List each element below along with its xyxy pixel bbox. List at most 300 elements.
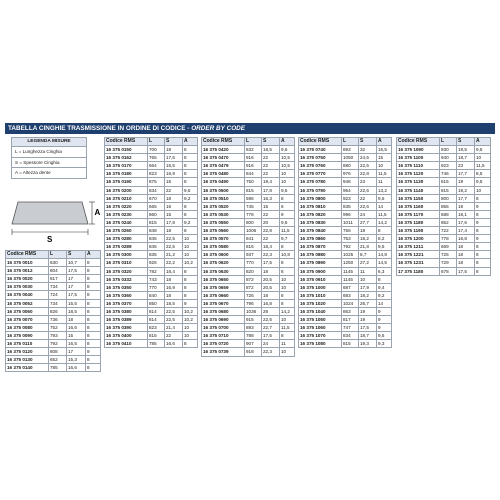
col-header-a: A — [377, 138, 392, 146]
cell-height: 8 — [86, 267, 101, 275]
cell-code: 16 375 0060 — [6, 307, 49, 315]
cell-code: 16 375 0760 — [299, 162, 342, 170]
cell-code: 16 375 0350 — [105, 283, 148, 291]
table-row — [299, 186, 392, 194]
cell-thickness: 21,2 — [165, 251, 183, 259]
cell-length: 872 — [245, 283, 262, 291]
table-row — [299, 324, 392, 332]
cell-height: 8 — [86, 283, 101, 291]
cell-length: 817 — [342, 316, 359, 324]
cell-height: 8 — [86, 340, 101, 348]
cell-height: 9,5 — [377, 194, 392, 202]
cell-code: 16 375 0320 — [105, 267, 148, 275]
cell-length: 745 — [245, 202, 262, 210]
cell-height: 9,2 — [377, 291, 392, 299]
cell-height: 9,5 — [475, 178, 491, 186]
col-header-s: S — [165, 138, 183, 146]
cell-length: 743 — [148, 275, 165, 283]
cell-code: 16 375 0690 — [202, 316, 245, 324]
cell-thickness: 22,5 — [262, 316, 280, 324]
cell-thickness: 22,8 — [262, 227, 280, 235]
table-row — [397, 202, 491, 210]
cell-thickness: 27,7 — [359, 218, 377, 226]
cell-code: 16 375 0020 — [6, 275, 49, 283]
cell-thickness: 16,8 — [457, 235, 475, 243]
cell-length: 817 — [49, 275, 67, 283]
cell-code: 16 375 0870 — [299, 243, 342, 251]
cell-length: 736 — [49, 315, 67, 323]
cell-code: 16 375 0150 — [105, 146, 148, 154]
cell-length: 954 — [342, 186, 359, 194]
cell-code: 16 375 0670 — [202, 299, 245, 307]
cell-height: 8 — [183, 170, 198, 178]
cell-code: 16 375 0420 — [202, 146, 245, 154]
cell-thickness: 23 — [457, 162, 475, 170]
table-row — [299, 202, 392, 210]
cell-length: 1006 — [245, 227, 262, 235]
cell-thickness: 22 — [262, 235, 280, 243]
cell-code: 16 375 0580 — [202, 243, 245, 251]
cell-thickness: 18 — [359, 227, 377, 235]
cell-length: 756 — [342, 227, 359, 235]
cell-length: 670 — [148, 194, 165, 202]
cell-code: 16 375 0860 — [299, 235, 342, 243]
table-row — [202, 291, 295, 299]
cell-code: 16 375 0220 — [105, 202, 148, 210]
cell-height: 10 — [475, 186, 491, 194]
cell-thickness: 17,6 — [457, 218, 475, 226]
cell-height: 10 — [280, 170, 295, 178]
cell-height: 14,8 — [377, 251, 392, 259]
cell-code: 17 375 1180 — [397, 267, 440, 275]
cell-length: 808 — [49, 348, 67, 356]
table-row — [202, 194, 295, 202]
table-row — [397, 186, 491, 194]
cell-length: 746 — [440, 170, 457, 178]
cell-length: 1024 — [342, 299, 359, 307]
cell-height: 8 — [280, 259, 295, 267]
cell-thickness: 17,8 — [262, 186, 280, 194]
cell-code: 16 375 0570 — [202, 235, 245, 243]
cell-length: 976 — [342, 170, 359, 178]
cell-code: 16 375 0790 — [299, 186, 342, 194]
legend-box — [11, 137, 87, 179]
cell-height: 6,3 — [377, 267, 392, 275]
cell-thickness: 17,5 — [262, 259, 280, 267]
cell-thickness: 22,5 — [359, 162, 377, 170]
cell-code: 16 375 0480 — [202, 170, 245, 178]
cell-code: 16 375 0190 — [105, 178, 148, 186]
cell-height: 14 — [377, 202, 392, 210]
cell-length: 814 — [148, 316, 165, 324]
cell-height: 10,2 — [183, 316, 198, 324]
cell-length: 765 — [148, 154, 165, 162]
cell-thickness: 15,5 — [67, 299, 86, 307]
cell-height: 9,3 — [377, 340, 392, 348]
cell-thickness: 22,3 — [262, 348, 280, 356]
cell-height: 15 — [377, 154, 392, 162]
cell-length: 1011 — [342, 218, 359, 226]
table-row — [202, 299, 295, 307]
table-row — [299, 299, 392, 307]
table-row — [299, 162, 392, 170]
cell-code: 16 375 0890 — [299, 259, 342, 267]
cell-code: 16 375 0880 — [299, 251, 342, 259]
cell-length: 893 — [342, 146, 359, 154]
cell-length: 844 — [245, 170, 262, 178]
table-row — [397, 259, 491, 267]
cell-thickness: 18,5 — [67, 307, 86, 315]
table-row — [105, 243, 198, 251]
table-row — [105, 307, 198, 315]
table-row — [105, 170, 198, 178]
table-row — [105, 283, 198, 291]
cell-length: 872 — [245, 275, 262, 283]
table-row — [202, 146, 295, 154]
table-row — [105, 340, 198, 348]
cell-height: 8 — [280, 202, 295, 210]
table-row — [397, 162, 491, 170]
cell-code: 16 375 0739 — [202, 348, 245, 356]
cell-code: 16 375 0052 — [6, 299, 49, 307]
cell-code: 16 375 1180 — [397, 218, 440, 226]
table-row — [6, 299, 101, 307]
table-row — [105, 202, 198, 210]
cell-thickness: 11 — [359, 267, 377, 275]
table-row — [202, 324, 295, 332]
cell-thickness: 18,5 — [262, 146, 280, 154]
table-row — [202, 227, 295, 235]
cell-thickness: 22,8 — [359, 170, 377, 178]
table-row — [6, 267, 101, 275]
cell-code: 16 375 0080 — [6, 323, 49, 331]
cell-height: 8 — [86, 323, 101, 331]
cell-height: 9,5 — [280, 186, 295, 194]
table-row — [202, 251, 295, 259]
cell-height: 9,5 — [377, 243, 392, 251]
table-row — [105, 178, 198, 186]
cell-length: 747 — [342, 324, 359, 332]
cell-height: 8 — [280, 267, 295, 275]
cell-length: 770 — [245, 259, 262, 267]
cell-height: 8 — [86, 331, 101, 339]
table-row — [202, 307, 295, 315]
cell-height: 8 — [377, 275, 392, 283]
table-row — [397, 218, 491, 226]
cell-code: 16 375 0630 — [202, 267, 245, 275]
cell-length: 785 — [49, 364, 67, 372]
cell-height: 8 — [475, 194, 491, 202]
cell-thickness: 16,9 — [165, 283, 183, 291]
cell-thickness: 17 — [67, 275, 86, 283]
cell-length: 724 — [49, 291, 67, 299]
table-row — [6, 356, 101, 364]
cell-thickness: 18 — [457, 259, 475, 267]
cell-height: 11 — [377, 178, 392, 186]
table-row — [6, 323, 101, 331]
cell-length: 734 — [49, 299, 67, 307]
cell-code: 16 375 0230 — [105, 210, 148, 218]
cell-length: 700 — [148, 146, 165, 154]
cell-height: 9 — [475, 235, 491, 243]
legend-header: LEGENDA MISURE — [12, 138, 86, 147]
cell-thickness: 20 — [262, 218, 280, 226]
cell-height: 8,5 — [475, 170, 491, 178]
table-row — [397, 251, 491, 259]
table-row — [299, 316, 392, 324]
cell-height: 8 — [183, 202, 198, 210]
cell-thickness: 24,5 — [359, 154, 377, 162]
table-row — [397, 210, 491, 218]
table-row — [202, 178, 295, 186]
cell-height: 10,8 — [280, 251, 295, 259]
cell-code: 16 375 0332 — [105, 275, 148, 283]
table-row — [202, 186, 295, 194]
cell-height: 10,5 — [280, 162, 295, 170]
cell-height: 10 — [377, 162, 392, 170]
cell-height: 8 — [475, 267, 491, 275]
cell-length: 915 — [245, 316, 262, 324]
table-row — [202, 235, 295, 243]
cell-length: 804 — [49, 267, 67, 275]
cell-thickness: 28 — [262, 307, 280, 315]
cell-code: 16 375 0070 — [6, 315, 49, 323]
cell-thickness: 21,8 — [359, 243, 377, 251]
table-row — [105, 291, 198, 299]
cell-length: 778 — [440, 235, 457, 243]
table-row — [105, 210, 198, 218]
cell-height: 15,5 — [377, 146, 392, 154]
cell-thickness: 17,9 — [359, 283, 377, 291]
col-header-a: A — [280, 138, 295, 146]
col-header-a: A — [183, 138, 198, 146]
cell-code: 16 375 0800 — [299, 194, 342, 202]
cell-code: 16 375 0820 — [299, 210, 342, 218]
cell-length: 793 — [49, 331, 67, 339]
cell-code: 16 375 1060 — [299, 324, 342, 332]
cell-code: 16 375 1140 — [397, 186, 440, 194]
cell-thickness: 10,7 — [67, 259, 86, 267]
cell-thickness: 18 — [165, 291, 183, 299]
cell-thickness: 22,6 — [359, 202, 377, 210]
cell-code: 16 375 0750 — [299, 154, 342, 162]
table-row — [6, 259, 101, 267]
col-header-s: S — [67, 251, 86, 259]
cell-height: 10 — [183, 251, 198, 259]
cell-length: 788 — [245, 332, 262, 340]
cell-height: 9 — [475, 218, 491, 226]
cell-thickness: 21,4 — [165, 324, 183, 332]
cell-code: 16 375 0140 — [6, 364, 49, 372]
col-header-code: Codice RMS — [397, 138, 440, 146]
cell-length: 946 — [342, 178, 359, 186]
cell-height: 8 — [86, 356, 101, 364]
cell-height: 8 — [86, 275, 101, 283]
belt-table-2 — [104, 137, 198, 348]
cell-thickness: 22,5 — [165, 316, 183, 324]
cell-height: 8 — [183, 291, 198, 299]
cell-thickness: 18,1 — [457, 210, 475, 218]
cell-code: 16 375 0200 — [105, 186, 148, 194]
cell-code: 16 375 0560 — [202, 227, 245, 235]
table-row — [6, 283, 101, 291]
cell-height: 8 — [183, 210, 198, 218]
cell-length: 725 — [440, 251, 457, 259]
cell-length: 930 — [440, 146, 457, 154]
table-row — [105, 275, 198, 283]
cell-height: 14,2 — [280, 307, 295, 315]
cell-thickness: 22,6 — [359, 186, 377, 194]
table-row — [105, 235, 198, 243]
cell-code: 16 375 0470 — [202, 154, 245, 162]
cell-length: 750 — [245, 178, 262, 186]
cell-length: 918 — [245, 348, 262, 356]
cell-thickness: 17,4 — [457, 227, 475, 235]
cell-height: 11,5 — [280, 227, 295, 235]
cell-length: 855 — [440, 202, 457, 210]
table-row — [299, 267, 392, 275]
belt-cross-section-diagram — [10, 194, 100, 244]
cell-code: 16 375 0389 — [105, 316, 148, 324]
cell-height: 8 — [475, 243, 491, 251]
belt-table-5 — [396, 137, 491, 276]
cell-code: 16 375 0030 — [6, 283, 49, 291]
cell-height: 9,4 — [377, 283, 392, 291]
cell-code: 16 375 0400 — [105, 332, 148, 340]
table-row — [397, 243, 491, 251]
cell-height: 8 — [86, 299, 101, 307]
table-row — [299, 283, 392, 291]
cell-height: 10 — [280, 178, 295, 186]
table-row — [299, 332, 392, 340]
cell-length: 815 — [440, 178, 457, 186]
cell-thickness: 18 — [165, 275, 183, 283]
cell-code: 16 375 1080 — [299, 340, 342, 348]
cell-thickness: 16,6 — [67, 364, 86, 372]
cell-length: 792 — [49, 340, 67, 348]
cell-thickness: 22,2 — [165, 259, 183, 267]
cell-code: 16 375 0740 — [299, 146, 342, 154]
table-row — [105, 186, 198, 194]
belt-profile-shape — [12, 202, 88, 224]
cell-thickness: 17,5 — [457, 267, 475, 275]
cell-height: 8 — [280, 194, 295, 202]
cell-thickness: 18 — [165, 146, 183, 154]
cell-length: 940 — [440, 154, 457, 162]
table-row — [105, 162, 198, 170]
table-row — [202, 218, 295, 226]
cell-code: 16 375 0770 — [299, 170, 342, 178]
cell-height: 9 — [377, 307, 392, 315]
cell-length: 916 — [245, 162, 262, 170]
cell-code: 16 375 0900 — [299, 267, 342, 275]
table-row — [202, 210, 295, 218]
cell-length: 845 — [148, 243, 165, 251]
table-row — [105, 251, 198, 259]
cell-code: 16 375 0840 — [299, 227, 342, 235]
cell-length: 835 — [342, 202, 359, 210]
cell-height: 8 — [475, 251, 491, 259]
cell-height: 8 — [280, 299, 295, 307]
cell-code: 16 375 0110 — [6, 340, 49, 348]
table-row — [299, 194, 392, 202]
cell-height: 11 — [280, 340, 295, 348]
cell-height: 10 — [280, 348, 295, 356]
cell-length: 848 — [148, 227, 165, 235]
cell-height: 8 — [183, 178, 198, 186]
cell-length: 800 — [245, 218, 262, 226]
cell-length: 726 — [245, 291, 262, 299]
cell-length: 815 — [342, 340, 359, 348]
cell-thickness: 20,5 — [262, 283, 280, 291]
col-header-l: L — [148, 138, 165, 146]
cell-code: 16 375 0810 — [299, 202, 342, 210]
cell-height: 10 — [183, 243, 198, 251]
cell-height: 8 — [183, 162, 198, 170]
col-header-s: S — [359, 138, 377, 146]
cell-length: 800 — [440, 194, 457, 202]
table-title: TABELLA CINGHIE TRASMISSIONE IN ORDINE DI CODICE - — [8, 125, 192, 132]
cell-code: 16 375 0380 — [105, 307, 148, 315]
cell-thickness: 17,5 — [67, 291, 86, 299]
cell-length: 814 — [148, 307, 165, 315]
cell-code: 16 375 0260 — [105, 227, 148, 235]
legend-item-thickness: S = Spessore Cinghia — [12, 158, 86, 169]
cell-length: 630 — [49, 259, 67, 267]
table-row — [6, 331, 101, 339]
cell-code: 16 375 1110 — [397, 162, 440, 170]
cell-thickness: 18 — [457, 243, 475, 251]
cell-length: 815 — [148, 218, 165, 226]
cell-code: 16 375 0700 — [202, 324, 245, 332]
cell-code: 16 375 1190 — [397, 227, 440, 235]
table-row — [6, 315, 101, 323]
cell-code: 16 375 1040 — [299, 307, 342, 315]
cell-code: 16 375 0479 — [202, 162, 245, 170]
cell-thickness: 16 — [165, 202, 183, 210]
table-row — [105, 146, 198, 154]
cell-length: 792 — [342, 243, 359, 251]
table-row — [105, 332, 198, 340]
table-row — [397, 178, 491, 186]
cell-length: 820 — [245, 267, 262, 275]
cell-thickness: 22,5 — [165, 243, 183, 251]
cell-thickness: 26,7 — [359, 299, 377, 307]
cell-thickness: 16 — [165, 178, 183, 186]
belt-table-1 — [5, 250, 101, 372]
cell-code: 16 375 0090 — [6, 331, 49, 339]
cell-thickness: 18,2 — [359, 291, 377, 299]
cell-thickness: 22 — [165, 186, 183, 194]
belt-table-3 — [201, 137, 295, 357]
cell-height: 14,2 — [377, 218, 392, 226]
cell-length: 664 — [148, 162, 165, 170]
cell-height: 8 — [475, 227, 491, 235]
cell-code: 16 375 1010 — [299, 291, 342, 299]
cell-height: 8 — [183, 275, 198, 283]
cell-length: 687 — [342, 283, 359, 291]
cell-height: 8 — [280, 332, 295, 340]
table-row — [105, 316, 198, 324]
cell-length: 1025 — [342, 251, 359, 259]
cell-code: 16 375 1221 — [397, 251, 440, 259]
col-header-code: Codice RMS — [105, 138, 148, 146]
table-row — [6, 291, 101, 299]
cell-code: 16 375 0012 — [6, 267, 49, 275]
cell-thickness: 18,4 — [165, 267, 183, 275]
cell-height: 8 — [183, 154, 198, 162]
col-header-code: Codice RMS — [6, 251, 49, 259]
